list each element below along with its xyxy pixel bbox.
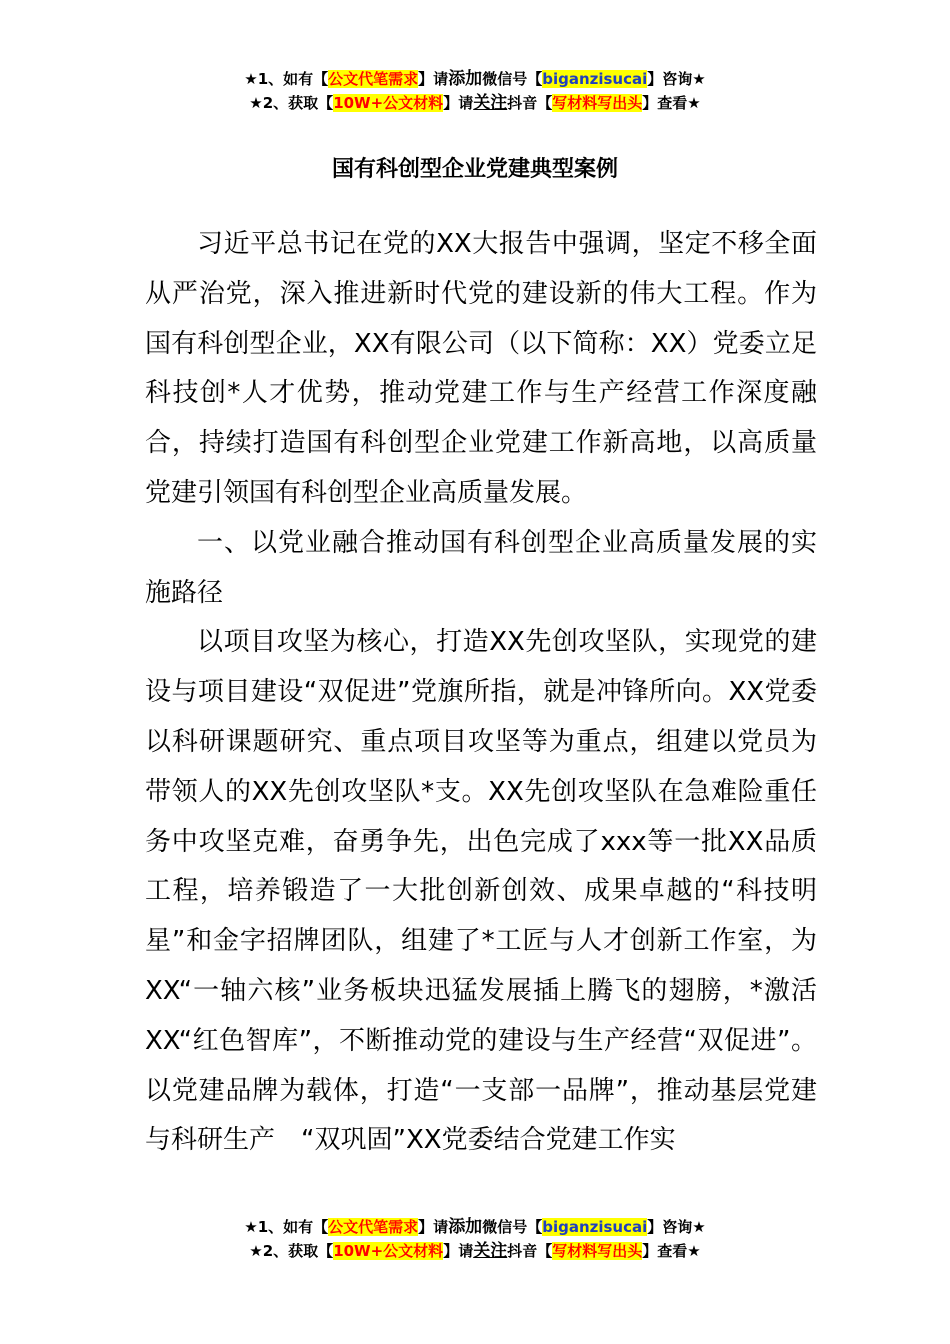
promo-emphasis: 添加 (448, 69, 483, 89)
promo-text: 】请 (443, 94, 474, 112)
wechat-id: biganzisucai (542, 70, 648, 88)
promo-text: 微信号【 (482, 1218, 543, 1236)
paragraph-intro: 习近平总书记在党的XX大报告中强调，坚定不移全面从严治党，深入推进新时代党的建设新的伟大工程。作为国有科创型企业，XX有限公司（以下简称：XX）党委立足科技创*人才优势，推动党建工作与生产经营工作深度融合，持续打造国有科创型企业党建工作新高地，以高质量党建引领国有科创型企业高质量发展。 (145, 229, 817, 508)
promo-text: 】查看★ (642, 1242, 701, 1260)
wechat-id: biganzisucai (542, 1218, 648, 1236)
promo-line-1 (0, 67, 950, 91)
section-heading-1: 一、以党业融合推动国有科创型企业高质量发展的实施路径 (145, 527, 817, 608)
promo-text: 】咨询★ (647, 1218, 706, 1236)
document-body (145, 220, 817, 1166)
promo-line-2 (0, 91, 950, 115)
promo-text: ★2、获取【 (249, 94, 334, 112)
promo-text: ★1、如有【 (244, 70, 329, 88)
promo-line-1 (0, 1215, 950, 1239)
promo-text: 】请 (443, 1242, 474, 1260)
promo-text: 抖音【 (507, 1242, 553, 1260)
promo-text: 】咨询★ (647, 70, 706, 88)
promo-banner-bottom (0, 1215, 950, 1263)
promo-text: 】查看★ (642, 94, 701, 112)
promo-emphasis: 关注 (473, 1241, 508, 1261)
promo-line-2 (0, 1239, 950, 1263)
paragraph-project: 以项目攻坚为核心，打造XX先创攻坚队，实现党的建设与项目建设“双促进”党旗所指，就是冲锋所向。XX党委以科研课题研究、重点项目攻坚等为重点，组建以党员为带领人的XX先创攻坚队*支。XX先创攻坚队在急难险重任务中攻坚克难，奋勇争先，出色完成了xxx等一批XX品质工程，培养锻造了一大批创新创效、成果卓越的“科技明星”和金字招牌团队，组建了*工匠与人才创新工作室，为XX“一轴六核”业务板块迅猛发展插上腾飞的翅膀，*激活XX“红色智库”，不断推动党的建设与生产经营“双促进”。以党建品牌为载体，打造“一支部一品牌”，推动基层党建与科研生产 “双巩固”XX党委结合党建工作实 (145, 627, 817, 1156)
promo-text: 】请 (418, 1218, 449, 1236)
promo-emphasis: 关注 (473, 93, 508, 113)
promo-text: 微信号【 (482, 70, 543, 88)
highlight-material: 10W+公文材料 (333, 1242, 444, 1260)
highlight-service: 公文代笔需求 (328, 70, 419, 88)
document-title: 国有科创型企业党建典型案例 (331, 157, 618, 182)
promo-banner-top (0, 67, 950, 115)
promo-text: 】请 (418, 70, 449, 88)
highlight-material: 10W+公文材料 (333, 94, 444, 112)
promo-text: 抖音【 (507, 94, 553, 112)
douyin-id: 写材料写出头 (552, 1242, 643, 1260)
promo-text: ★2、获取【 (249, 1242, 334, 1260)
promo-text: ★1、如有【 (244, 1218, 329, 1236)
highlight-service: 公文代笔需求 (328, 1218, 419, 1236)
douyin-id: 写材料写出头 (552, 94, 643, 112)
promo-emphasis: 添加 (448, 1217, 483, 1237)
